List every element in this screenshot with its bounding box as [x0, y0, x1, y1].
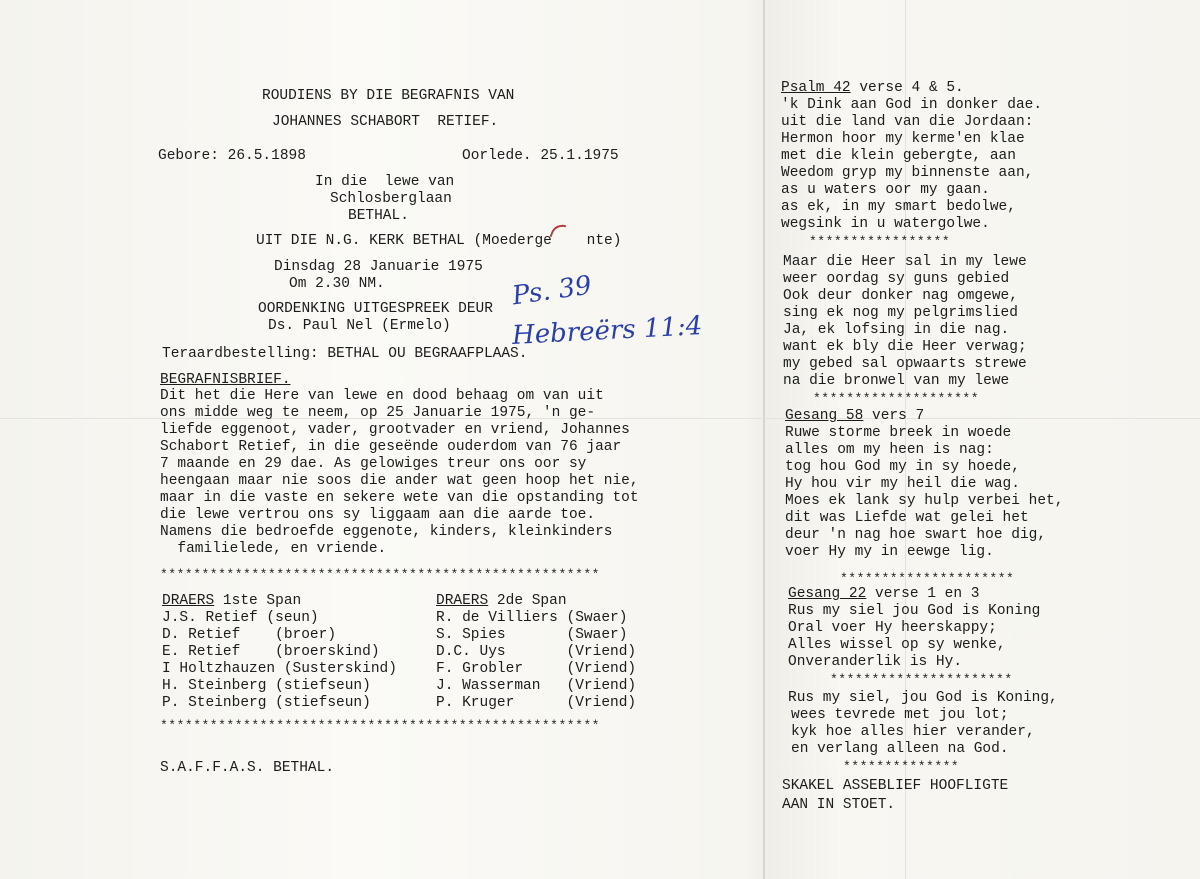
separator-stars: **************: [843, 759, 960, 774]
handwritten-hebrews-note: Hebreërs 11:4: [511, 311, 703, 351]
letter-line: 7 maande en 29 dae. As gelowiges treur ons oor sy: [160, 456, 587, 472]
hymn-line: kyk hoe alles hier verander,: [791, 724, 1035, 740]
birth-date: Gebore: 26.5.1898: [158, 148, 306, 164]
letter-line: heengaan maar nie soos die ander wat geen hoop het nie,: [160, 473, 639, 489]
hymn-line: sing ek nog my pelgrimslied: [783, 305, 1018, 321]
hymn-line: Rus my siel, jou God is Koning,: [788, 690, 1058, 706]
letter-line: die lewe vertrou ons sy liggaam aan die aarde toe.: [160, 507, 596, 523]
bearer-entry: S. Spies (Swaer): [436, 627, 628, 643]
handwritten-psalm-note: Ps. 39: [510, 270, 594, 312]
hymn-line: Oral voer Hy heerskappy;: [788, 620, 997, 636]
letter-line: familielede, en vriende.: [160, 541, 387, 557]
hymn-line: Ook deur donker nag omgewe,: [783, 288, 1018, 304]
psalm-heading-verses: verse 4 & 5.: [850, 80, 964, 96]
burial-line: Teraardbestelling: BETHAL OU BEGRAAFPLAAS.: [162, 346, 528, 362]
gesang-22-verse-3: [788, 690, 1058, 775]
hymn-line: uit die land van die Jordaan:: [781, 114, 1034, 130]
hymn-line: Moes ek lank sy hulp verbei het,: [785, 493, 1064, 509]
minister-line: Ds. Paul Nel (Ermelo): [268, 318, 451, 334]
hymn-line: as u waters oor my gaan.: [781, 182, 990, 198]
hymn-line: met die klein gebergte, aan: [781, 148, 1016, 164]
gesang-heading-label: Gesang 58: [785, 408, 864, 424]
bearers-span: 2de Span: [488, 593, 567, 609]
hymn-line: na die bronwel van my lewe: [783, 373, 1010, 389]
title-line-1: ROUDIENS BY DIE BEGRAFNIS VAN: [262, 88, 515, 104]
letter-line: ons midde weg te neem, op 25 Januarie 1975, 'n ge-: [160, 405, 596, 421]
hymn-line: en verlang alleen na God.: [791, 741, 1009, 757]
bearer-entry: I Holtzhauzen (Susterskind): [162, 661, 397, 677]
hymn-line: want ek bly die Heer verwag;: [783, 339, 1027, 355]
gesang-22-section: [788, 586, 1040, 688]
separator-stars: *****************************************************: [160, 567, 600, 582]
service-time: Om 2.30 NM.: [289, 276, 385, 292]
hymn-line: tog hou God my in sy hoede,: [785, 459, 1020, 475]
separator-stars: *********************: [840, 571, 1015, 586]
hymn-line: Hy hou vir my heil die wag.: [785, 476, 1020, 492]
closing-line-2: AAN IN STOET.: [782, 797, 896, 813]
bearers-1-heading: [162, 593, 397, 610]
title-line-2: JOHANNES SCHABORT RETIEF.: [272, 114, 499, 130]
psalm-heading-label: Psalm 42: [781, 80, 851, 96]
death-date: Oorlede. 25.1.1975: [462, 148, 619, 164]
hymn-line: wegsink in u watergolwe.: [781, 216, 990, 232]
bearer-entry: H. Steinberg (stiefseun): [162, 678, 371, 694]
bearers-2-heading: [436, 593, 636, 610]
letter-line: Schabort Retief, in die geseënde ouderdom van 76 jaar: [160, 439, 622, 455]
hymn-line: wees tevrede met jou lot;: [791, 707, 1009, 723]
hymn-line: Onveranderlik is Hy.: [788, 654, 963, 670]
letter-line: liefde eggenoot, vader, grootvader en vriend, Johannes: [160, 422, 630, 438]
gesang-22-heading: [788, 586, 1040, 603]
letter-heading: BEGRAFNISBRIEF.: [160, 372, 291, 388]
hymn-line: deur 'n nag hoe swart hoe dig,: [785, 527, 1047, 543]
gesang-heading-verses: verse 1 en 3: [866, 586, 980, 602]
gesang-heading-verses: vers 7: [863, 408, 925, 424]
bearer-entry: R. de Villiers (Swaer): [436, 610, 628, 626]
gesang-heading-label: Gesang 22: [788, 586, 867, 602]
hymn-line: Alles wissel op sy wenke,: [788, 637, 1006, 653]
bearer-entry: J.S. Retief (seun): [162, 610, 319, 626]
hymn-line: weer oordag sy guns gebied: [783, 271, 1010, 287]
service-date: Dinsdag 28 Januarie 1975: [274, 259, 483, 275]
letter-line: Namens die bedroefde eggenote, kinders, kleinkinders: [160, 524, 613, 540]
hymn-line: Weedom gryp my binnenste aan,: [781, 165, 1034, 181]
bearers-team-1: [162, 593, 397, 712]
bearers-span: 1ste Span: [214, 593, 302, 609]
bearers-team-2: [436, 593, 636, 712]
separator-stars: *****************************************************: [160, 718, 600, 733]
bearer-entry: D. Retief (broer): [162, 627, 337, 643]
church-line: UIT DIE N.G. KERK BETHAL (Moederge nte): [256, 233, 622, 249]
separator-stars: **********************: [830, 672, 1013, 687]
footer-organisation: S.A.F.F.A.S. BETHAL.: [160, 760, 335, 776]
bearer-entry: P. Kruger (Vriend): [436, 695, 637, 711]
hymn-line: as ek, in my smart bedolwe,: [781, 199, 1016, 215]
psalm-42-verse-5: [783, 254, 1027, 407]
bearer-entry: F. Grobler (Vriend): [436, 661, 637, 677]
hymn-line: voer Hy my in eewge lig.: [785, 544, 994, 560]
funeral-letter: [160, 388, 639, 558]
psalm-42-section: [781, 80, 1042, 250]
bearer-entry: E. Retief (broerskind): [162, 644, 380, 660]
sermon-line: OORDENKING UITGESPREEK DEUR: [258, 301, 493, 317]
hymn-line: Ruwe storme breek in woede: [785, 425, 1012, 441]
bearers-label: DRAERS: [162, 593, 215, 609]
hymn-line: my gebed sal opwaarts strewe: [783, 356, 1027, 372]
bearer-entry: D.C. Uys (Vriend): [436, 644, 637, 660]
hymn-line: alles om my heen is nag:: [785, 442, 994, 458]
hymn-line: dit was Liefde wat gelei het: [785, 510, 1029, 526]
letter-line: Dit het die Here van lewe en dood behaag om van uit: [160, 388, 604, 404]
address-line-2: Schlosberglaan: [330, 191, 452, 207]
bearer-entry: P. Steinberg (stiefseun): [162, 695, 371, 711]
separator-stars: *****************: [809, 234, 951, 249]
letter-line: maar in die vaste en sekere wete van die opstanding tot: [160, 490, 639, 506]
paper-fold: [763, 0, 765, 879]
bearers-label: DRAERS: [436, 593, 489, 609]
psalm-heading: [781, 80, 1042, 97]
address-line-3: BETHAL.: [348, 208, 409, 224]
address-line-1: In die lewe van: [315, 174, 455, 190]
hymn-line: Maar die Heer sal in my lewe: [783, 254, 1027, 270]
separator-stars: ********************: [813, 391, 980, 406]
bearer-entry: J. Wasserman (Vriend): [436, 678, 637, 694]
hymn-line: Hermon hoor my kerme'en klae: [781, 131, 1025, 147]
closing-line-1: SKAKEL ASSEBLIEF HOOFLIGTE: [782, 778, 1009, 794]
hymn-line: 'k Dink aan God in donker dae.: [781, 97, 1043, 113]
gesang-58-section: [785, 408, 1063, 561]
hymn-line: Rus my siel jou God is Koning: [788, 603, 1041, 619]
gesang-58-heading: [785, 408, 1063, 425]
hymn-line: Ja, ek lofsing in die nag.: [783, 322, 1010, 338]
